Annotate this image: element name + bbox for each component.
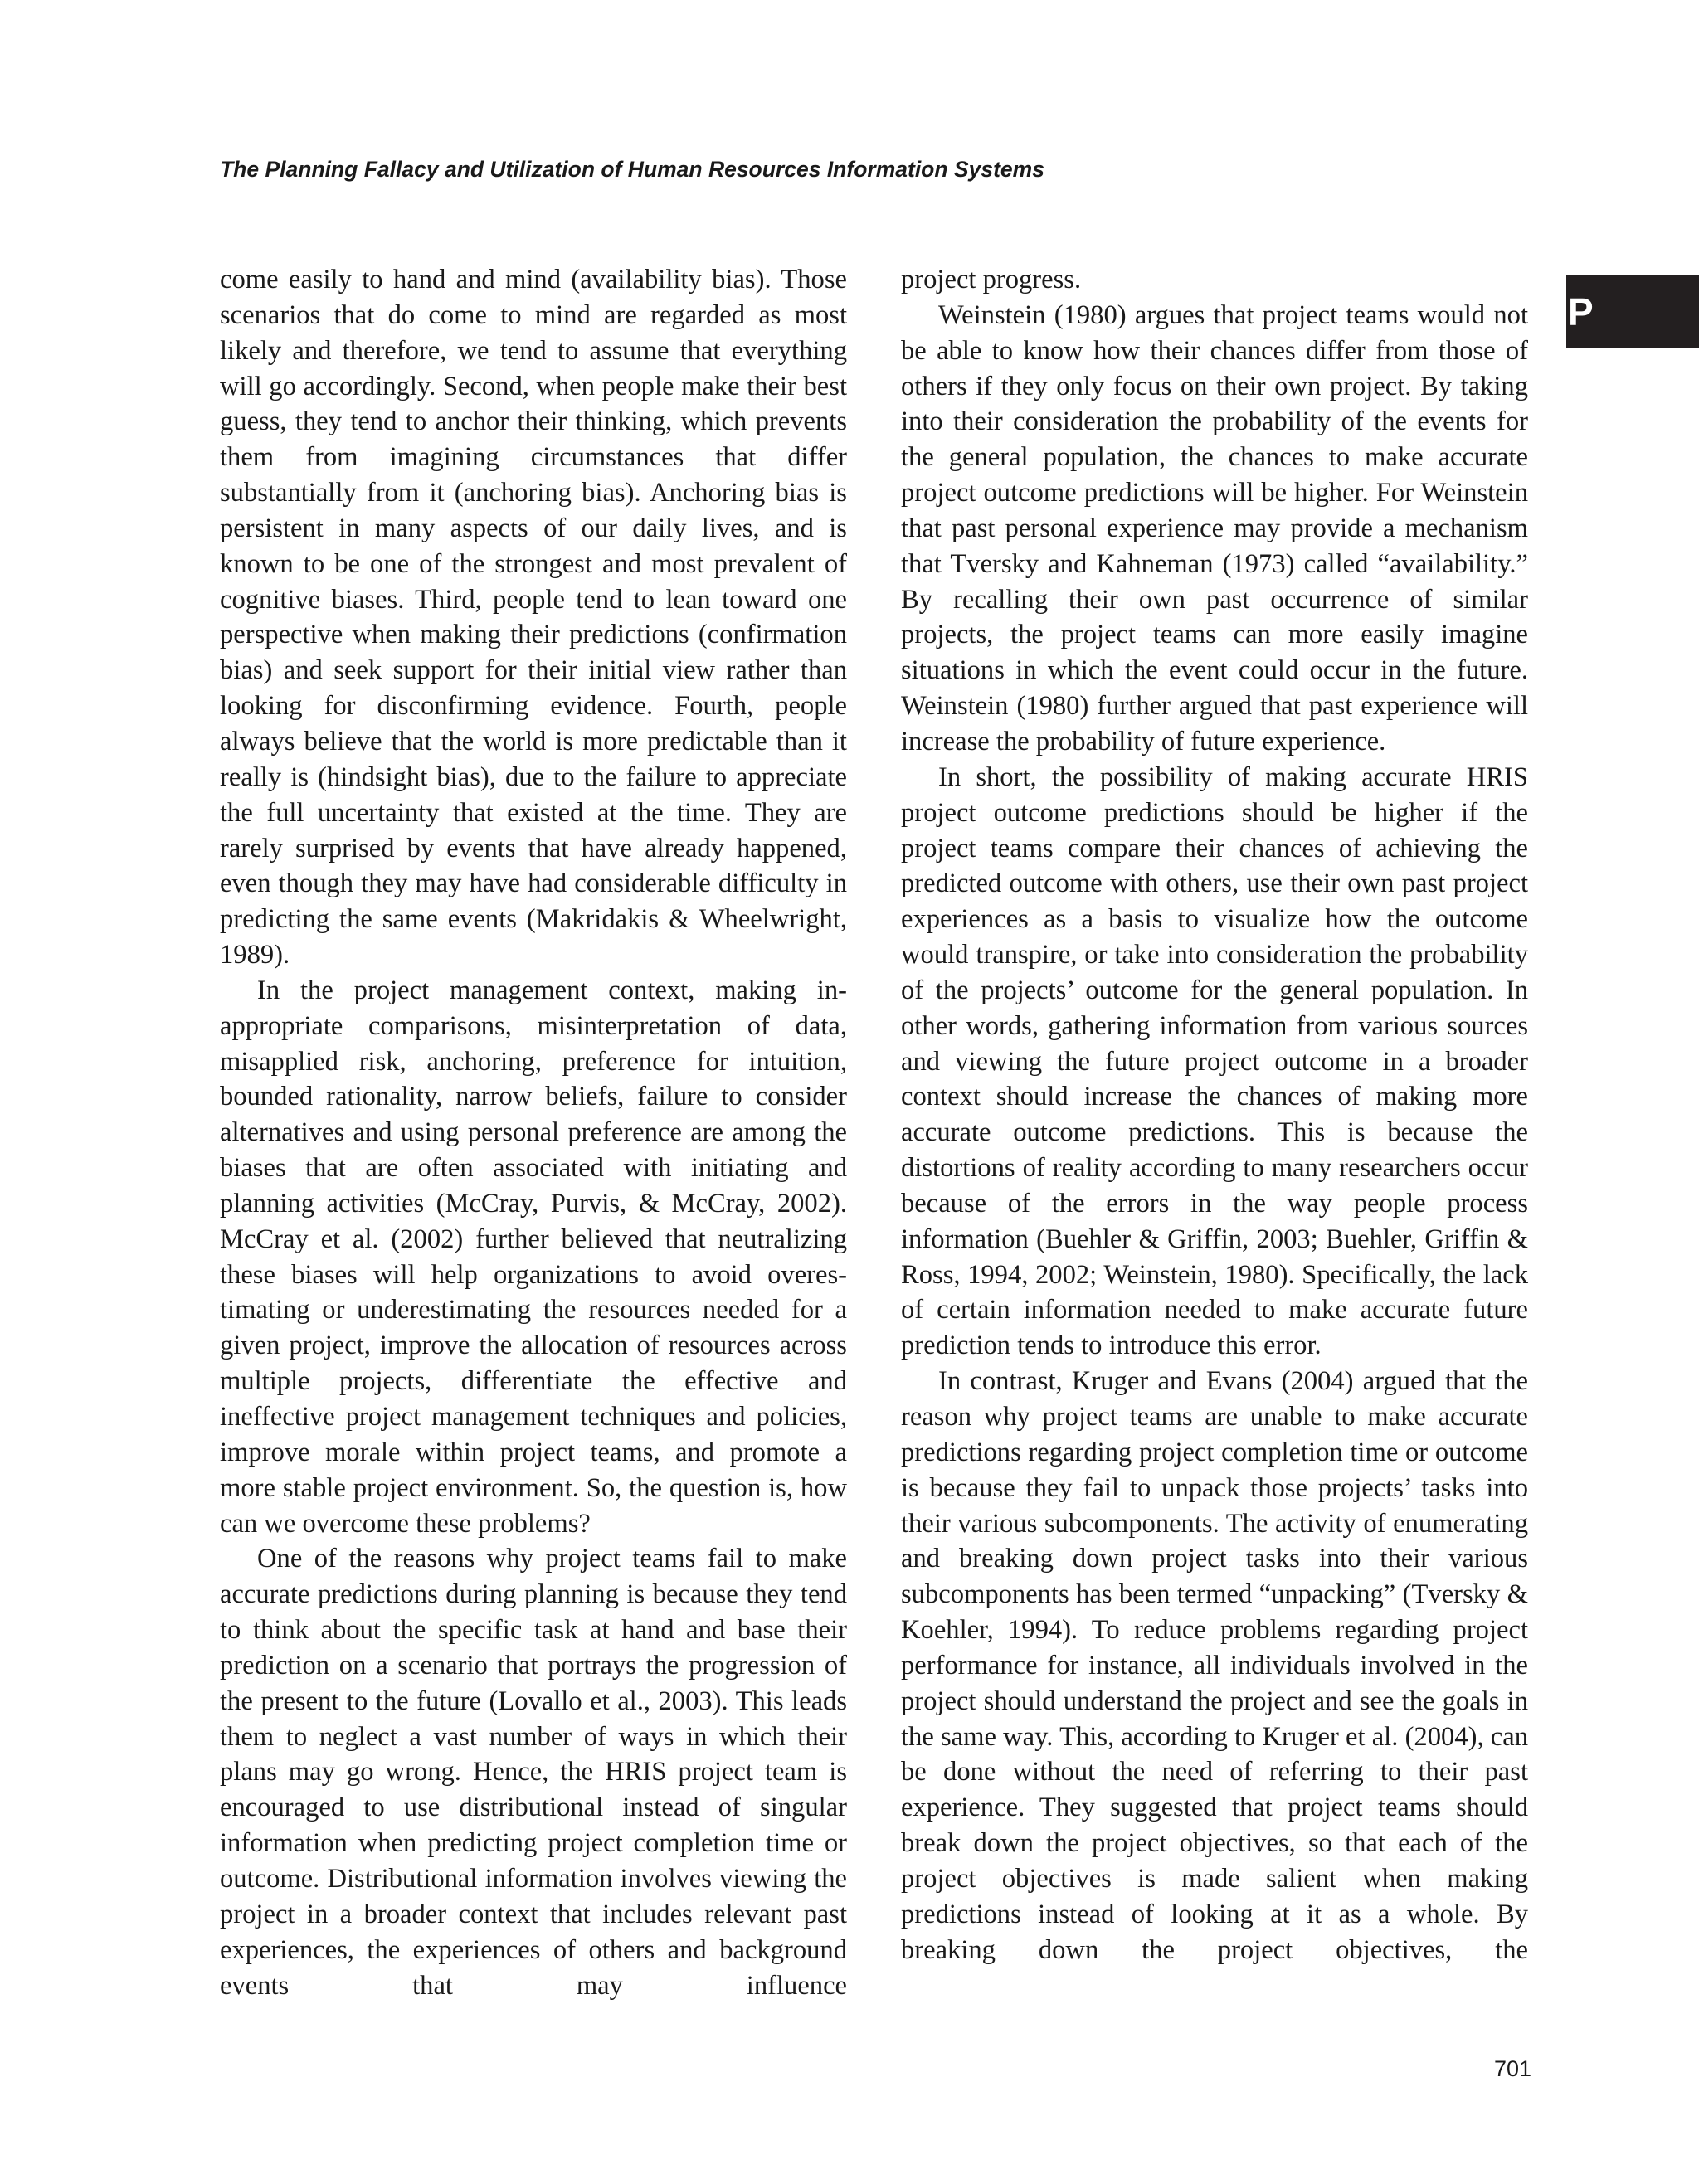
- paragraph: project progress.: [901, 265, 1082, 294]
- section-tab-letter: P: [1566, 275, 1699, 348]
- paragraph: In the project management context, making inappropriate comparisons, misinterpretation of data, misapplied risk, anchoring, preference for intuition, bounded rationality, narrow beliefs, failure to consider alternatives and using personal preference are among the biases that are often associated with initiating and planning activities (McCray, Purvis, & McCray, 2002). McCray et al. (2002) further believed that neutralizing these biases will help organizations to avoid overestimating or underestimating the resources needed for a given project, improve the allocation of resources across multiple projects, differentiate the effective and ineffective project management techniques and policies, improve morale within project teams, and promote a more stable project environment. So, the question is, how can we overcome these problems?: [220, 975, 847, 1539]
- paragraph: come easily to hand and mind (availability bias). Those scenarios that do come to mind are regarded as most likely and therefore, we tend to assume that everything will go accordingly. Second, when people make their best guess, they tend to anchor their thinking, which prevents them from imagining circumstances that differ substantially from it (anchoring bias). Anchoring bias is persistent in many aspects of our daily lives, and is known to be one of the strongest and most prevalent of cognitive biases. Third, people tend to lean toward one perspective when making their predictions (confirmation bias) and seek support for their initial view rather than looking for disconfirming evidence. Fourth, people always believe that the world is more predictable than it really is (hindsight bias), due to the failure to appreciate the full uncertainty that existed at the time. They are rarely surprised by events that have already happened, even though they may have had considerable difficulty in predicting the same events (Makridakis & Wheelwright, 1989).: [220, 265, 847, 970]
- page-number: 701: [1493, 2056, 1531, 2081]
- paragraph: Weinstein (1980) argues that project teams would not be able to know how their chances differ from those of others if they only focus on their own project. By taking into their consideration the probability of the events for the general population, the chances to make accurate project outcome predictions will be higher. For Weinstein that past personal experience may provide a mechanism that Tversky and Kahneman (1973) called “availability.” By recalling their own past occurrence of similar projects, the project teams can more easily imagine situations in which the event could occur in the future. Weinstein (1980) further argued that past experience will increase the probability of future experience.: [901, 299, 1528, 756]
- right-column: [901, 262, 1528, 1968]
- left-column: [220, 262, 847, 2003]
- paragraph: One of the reasons why project teams fail to make accurate predictions during planning is because they tend to think about the specific task at hand and base their prediction on a scenario that portrays the progression of the present to the future (Lovallo et al., 2003). This leads them to neglect a vast number of ways in which their plans may go wrong. Hence, the HRIS project team is encouraged to use distributional instead of singular information when predicting project completion time or outcome. Distributional information involves viewing the project in a broader context that includes relevant past experiences, the experiences of others and background events that may influence: [220, 1544, 847, 2001]
- paragraph: In short, the possibility of making accurate HRIS project outcome predictions should be higher if the project teams compare their chances of achieving the predicted outcome with others, use their own past project experiences as a basis to visualize how the outcome would transpire, or take into consideration the probability of the projects’ outcome for the general population. In other words, gathering information from various sources and viewing the future project outcome in a broader context should increase the chances of making more accurate outcome predictions. This is because the distortions of reality according to many researchers occur because of the errors in the way people process information (Buehler & Griffin, 2003; Buehler, Griffin & Ross, 1994, 2002; Weinstein, 1980). Specifically, the lack of certain information needed to make accurate future prediction tends to introduce this error.: [901, 761, 1528, 1361]
- running-header: The Planning Fallacy and Utilization of Human Resources Information Systems: [220, 157, 1044, 182]
- paragraph: In contrast, Kruger and Evans (2004) argued that the reason why project teams are unable to make accurate predictions regarding project completion time or outcome is because they fail to unpack those projects’ tasks into their various subcomponents. The activity of enumerating and breaking down project tasks into their various subcomponents has been termed “unpacking” (Tversky & Koehler, 1994). To reduce problems regarding project performance for instance, all individuals involved in the project should understand the project and see the goals in the same way. This, according to Kruger et al. (2004), can be done without the need of referring to their past experience. They suggested that project teams should break down the project objectives, so that each of the project objectives is made salient when making predictions instead of looking at it as a whole. By breaking down the project objectives, the: [901, 1366, 1528, 1965]
